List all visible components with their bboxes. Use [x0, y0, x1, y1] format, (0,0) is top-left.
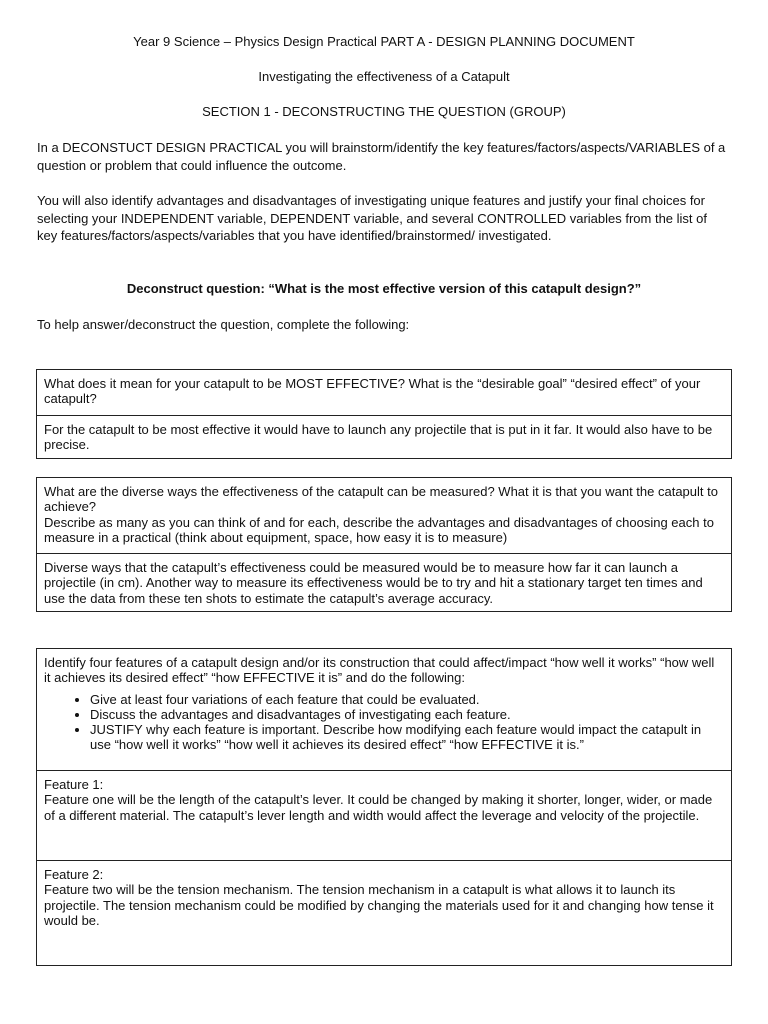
document-title: Year 9 Science – Physics Design Practical PART A - DESIGN PLANNING DOCUMENT	[133, 34, 635, 49]
most-effective-answer[interactable]: For the catapult to be most effective it would have to launch any projectile that is put in it far. It would also have to be precise.	[37, 415, 731, 458]
intro-paragraph-1: In a DECONSTUCT DESIGN PRACTICAL you will brainstorm/identify the key features/factors/aspects/VARIABLES of a question or problem that could influence the outcome.	[37, 140, 726, 173]
features-bullet-list	[44, 692, 724, 753]
section-heading: SECTION 1 - DECONSTRUCTING THE QUESTION (GROUP)	[202, 104, 566, 119]
feature-1-cell[interactable]	[37, 770, 731, 860]
measurement-answer[interactable]: Diverse ways that the catapult’s effectiveness could be measured would be to measure how far it can launch a projectile (in cm). Another way to measure its effectiveness would be to try and hit a stationary target ten times and use the data from these ten shots to estimate the catapult’s average accuracy.	[37, 553, 731, 611]
instruction-text: To help answer/deconstruct the question, complete the following:	[37, 317, 410, 332]
intro-paragraph-2: You will also identify advantages and disadvantages of investigating unique features and justify your final choices for selecting your INDEPENDENT variable, DEPENDENT variable, and several CONTROLLED variables from the list of key features/factors/aspects/variables that you have identified/brainstormed/ investigated.	[37, 193, 707, 243]
list-item: • Discuss the advantages and disadvantages of investigating each feature.	[90, 707, 724, 722]
features-prompt-text: Identify four features of a catapult design and/or its construction that could affect/impact “how well it works” “how well it achieves its desired effect” “how EFFECTIVE it is” and do the following:	[44, 655, 715, 686]
list-item: • JUSTIFY why each feature is important. Describe how modifying each feature would impact the catapult in use “how well it works” “how well it achieves its desired effect” “how EFFECTIVE it is.”	[90, 722, 724, 752]
features-table	[36, 648, 732, 966]
document-subtitle: Investigating the effectiveness of a Catapult	[258, 69, 510, 84]
list-item: • Give at least four variations of each feature that could be evaluated.	[90, 692, 724, 707]
feature-2-text: Feature two will be the tension mechanism. The tension mechanism in a catapult is what allows it to launch its projectile. The tension mechanism could be modified by changing the materials used for it and changing how tense it would be.	[44, 882, 714, 929]
most-effective-table	[36, 369, 732, 459]
measurement-table	[36, 477, 732, 612]
measurement-prompt-line-1: What are the diverse ways the effectiveness of the catapult can be measured? What it is that you want the catapult to achieve?	[44, 484, 718, 515]
most-effective-prompt: What does it mean for your catapult to be MOST EFFECTIVE? What is the “desirable goal” “desired effect” of your catapult?	[44, 376, 701, 407]
feature-2-cell[interactable]	[37, 860, 731, 965]
feature-1-text: Feature one will be the length of the catapult’s lever. It could be changed by making it shorter, longer, wider, or made of a different material. The catapult’s lever length and width would affect the leverage and velocity of the projectile.	[44, 792, 713, 823]
measurement-prompt	[37, 478, 731, 553]
feature-2-label: Feature 2:	[44, 867, 104, 882]
deconstruct-question: Deconstruct question: “What is the most effective version of this catapult design?”	[126, 281, 642, 296]
measurement-prompt-line-2: Describe as many as you can think of and for each, describe the advantages and disadvantages of choosing each to measure in a practical (think about equipment, space, how easy it is to measure)	[44, 514, 714, 546]
feature-1-label: Feature 1:	[44, 777, 104, 792]
features-prompt	[37, 649, 731, 770]
